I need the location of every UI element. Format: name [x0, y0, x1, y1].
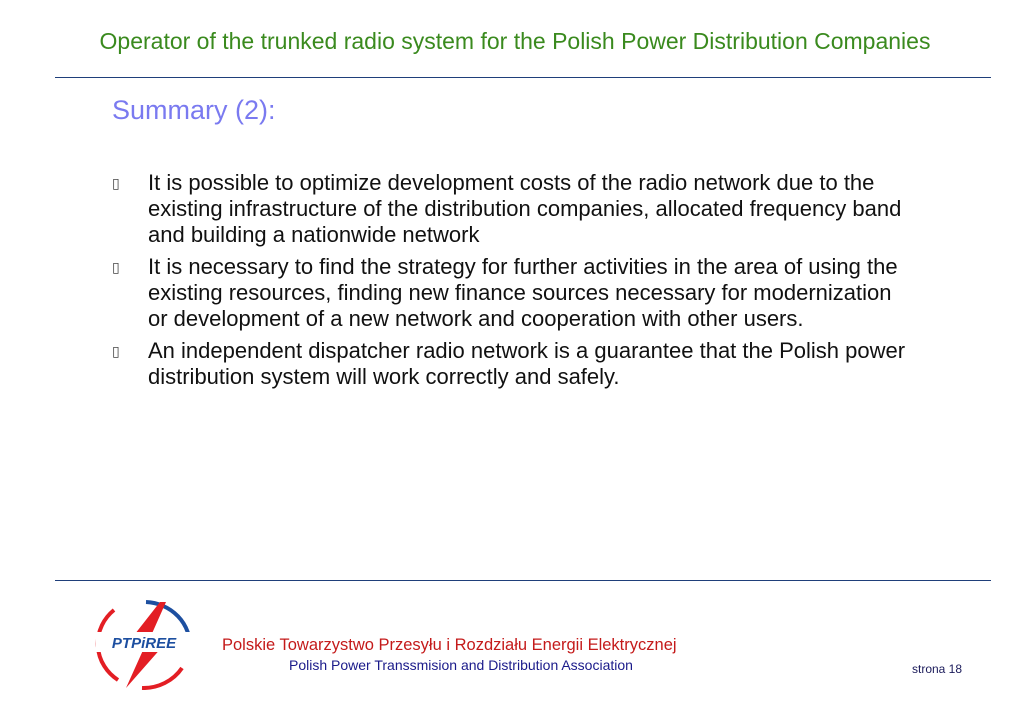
footer-divider [55, 580, 991, 581]
org-name-polish: Polskie Towarzystwo Przesyłu i Rozdziału Energii Elektrycznej [222, 636, 677, 654]
slide-title: Summary (2): [112, 95, 276, 125]
bullet-text: It is possible to optimize development costs of the radio network due to the existing infrastructure of the distribution companies, allocated frequency band and building a nationwide network [148, 170, 902, 247]
header-divider [55, 77, 991, 78]
org-name-english: Polish Power Transsmision and Distribution Association [289, 657, 633, 673]
bullet-list [112, 170, 912, 396]
list-item [112, 338, 912, 390]
square-bullet-icon: ▯ [112, 176, 120, 192]
logo-wordmark: PTPiREE [111, 635, 177, 652]
bullet-text: An independent dispatcher radio network is a guarantee that the Polish power distribution system will work correctly and safely. [148, 338, 906, 389]
list-item [112, 254, 912, 332]
header-title: Operator of the trunked radio system for the Polish Power Distribution Companies [99, 28, 931, 54]
page-number: strona 18 [912, 662, 963, 676]
bullet-text: It is necessary to find the strategy for further activities in the area of using the existing resources, finding new finance sources necessary for modernization or development of a new network and cooperation with other users. [148, 254, 898, 331]
list-item [112, 170, 912, 248]
square-bullet-icon: ▯ [112, 344, 120, 360]
ptpiree-logo [86, 598, 204, 690]
square-bullet-icon: ▯ [112, 260, 120, 276]
